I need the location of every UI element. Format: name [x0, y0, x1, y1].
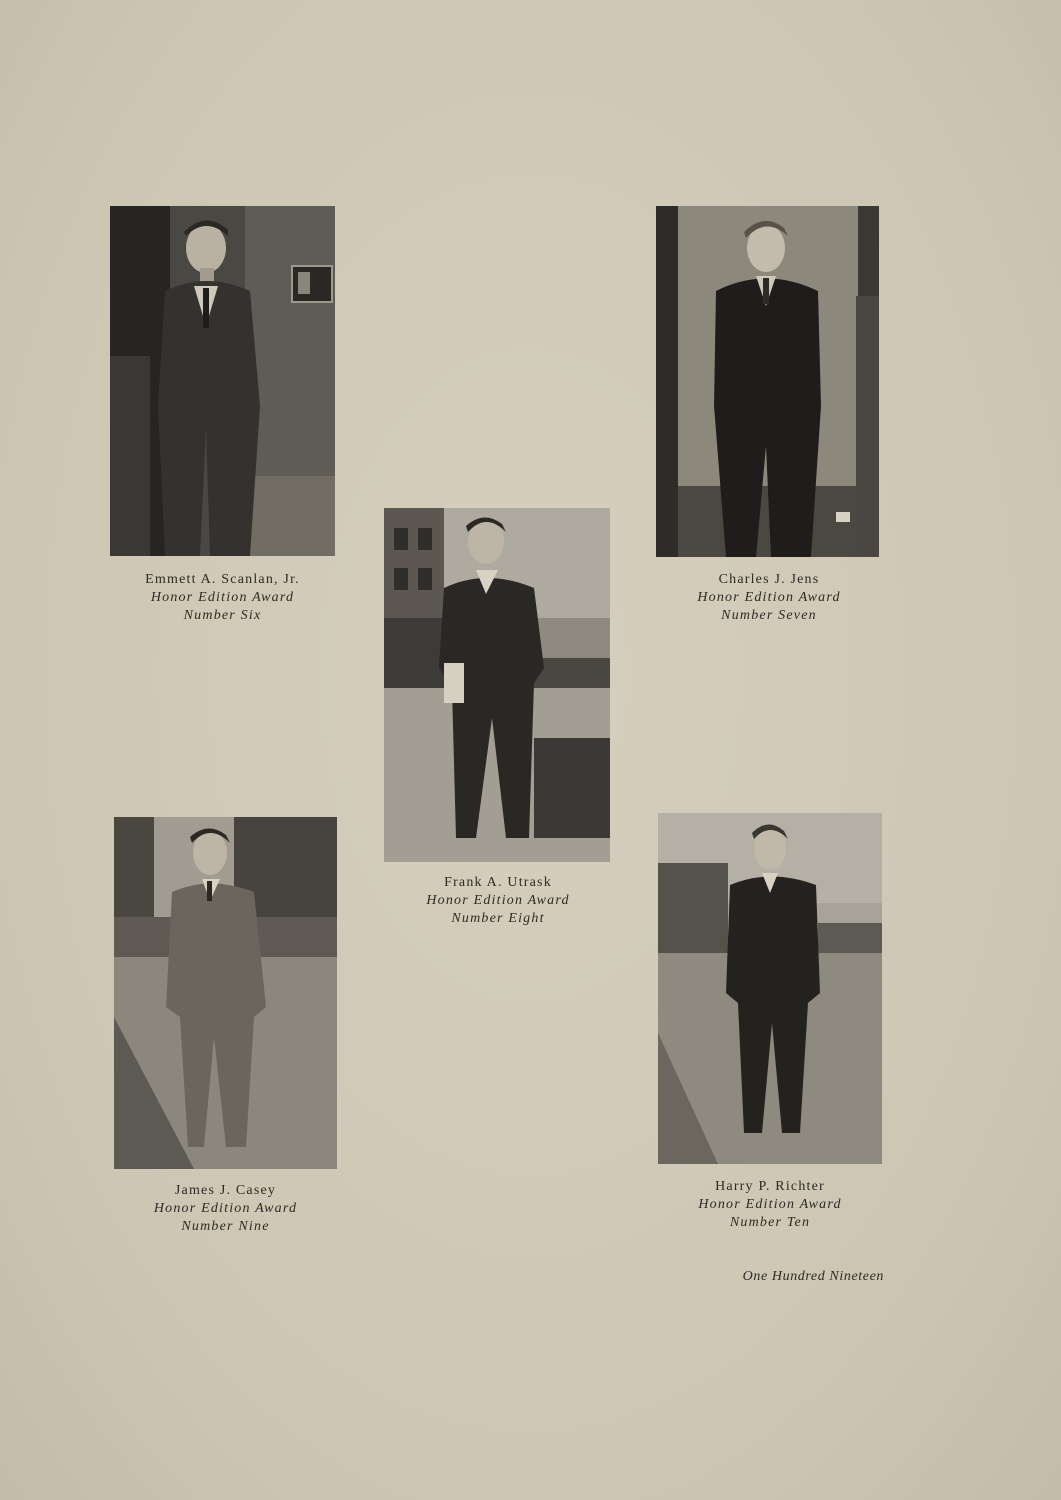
portrait-photo-scanlan — [110, 206, 335, 556]
award-title: Honor Edition Award — [150, 590, 295, 605]
award-number: Number Nine — [181, 1219, 270, 1234]
portrait-photo-jens — [656, 206, 879, 557]
page-number: One Hundred Nineteen — [742, 1269, 884, 1284]
award-title: Honor Edition Award — [697, 590, 841, 605]
award-number: Number Ten — [729, 1215, 811, 1230]
portrait-name: Frank A. Utrask — [444, 875, 552, 890]
portrait-name: Charles J. Jens — [718, 572, 820, 587]
award-title: Honor Edition Award — [426, 893, 570, 908]
award-title: Honor Edition Award — [698, 1197, 842, 1212]
portrait-photo-casey — [114, 817, 337, 1169]
caption-casey — [118, 1182, 333, 1236]
caption-richter — [662, 1178, 878, 1232]
award-number: Number Seven — [721, 608, 817, 623]
portrait-name: Harry P. Richter — [715, 1179, 825, 1194]
portrait-photo-utrask — [384, 508, 610, 862]
portrait-photo-richter — [658, 813, 882, 1164]
portrait-name: James J. Casey — [174, 1183, 277, 1198]
portrait-name: Emmett A. Scanlan, Jr. — [145, 572, 300, 587]
award-number: Number Eight — [451, 911, 545, 926]
caption-jens — [660, 571, 878, 625]
caption-scanlan — [115, 571, 330, 625]
award-number: Number Six — [183, 608, 262, 623]
caption-utrask — [388, 874, 608, 928]
award-title: Honor Edition Award — [153, 1201, 298, 1216]
